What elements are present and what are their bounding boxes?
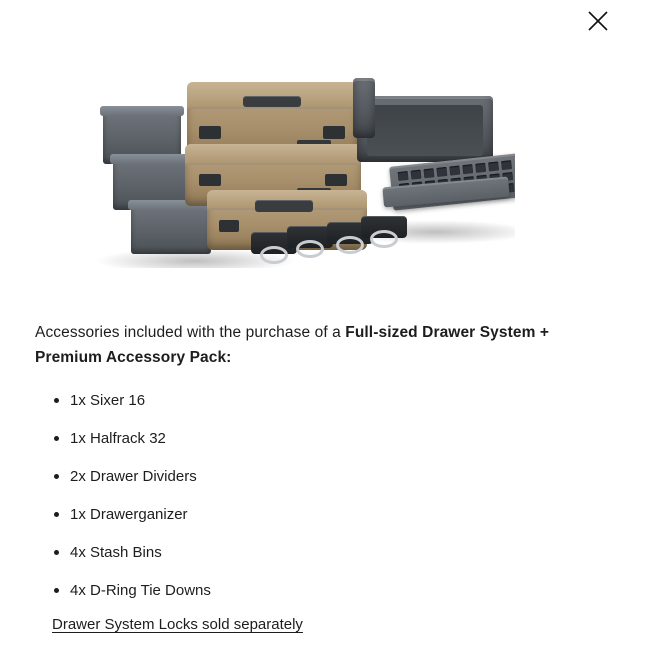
stash-bin-lip <box>100 106 184 116</box>
case-latch-right <box>325 174 347 186</box>
tie-down-ring <box>370 230 398 248</box>
intro-prefix: Accessories included with the purchase of a <box>35 324 346 341</box>
tie-down-ring <box>336 236 364 254</box>
case-latch-left <box>199 126 221 139</box>
stash-bin-lip <box>110 154 194 164</box>
list-item: 1x Sixer 16 <box>54 382 615 420</box>
list-item: 4x Stash Bins <box>54 534 615 572</box>
drawer-divider-tray <box>357 96 493 162</box>
case-handle <box>243 96 301 107</box>
list-item: 4x D-Ring Tie Downs <box>54 572 615 610</box>
accessories-copy <box>35 320 615 610</box>
list-item: 1x Halfrack 32 <box>54 420 615 458</box>
close-icon[interactable] <box>585 8 611 34</box>
case-lid <box>185 144 361 165</box>
product-image <box>35 20 515 268</box>
tie-down-ring <box>296 240 324 258</box>
intro-paragraph <box>35 320 615 370</box>
drawer-system-locks-link[interactable]: Drawer System Locks sold separately <box>52 616 303 633</box>
case-latch-left <box>219 220 239 232</box>
product-photo-scene <box>35 20 515 268</box>
list-item: 1x Drawerganizer <box>54 496 615 534</box>
tie-down-ring <box>260 246 288 264</box>
close-icon-glyph <box>585 8 611 34</box>
case-latch-right <box>323 126 345 139</box>
tray-interior <box>367 105 483 156</box>
intro-bold: Full-sized Drawer System + Premium Accessory Pack: <box>35 324 550 366</box>
d-ring-tie-down-4 <box>361 216 407 250</box>
tray-side-wall <box>353 78 375 138</box>
case-latch-left <box>199 174 221 186</box>
list-item: 2x Drawer Dividers <box>54 458 615 496</box>
accessory-list <box>35 382 615 610</box>
case-handle <box>255 200 313 212</box>
stash-bin-bottom <box>131 206 211 254</box>
